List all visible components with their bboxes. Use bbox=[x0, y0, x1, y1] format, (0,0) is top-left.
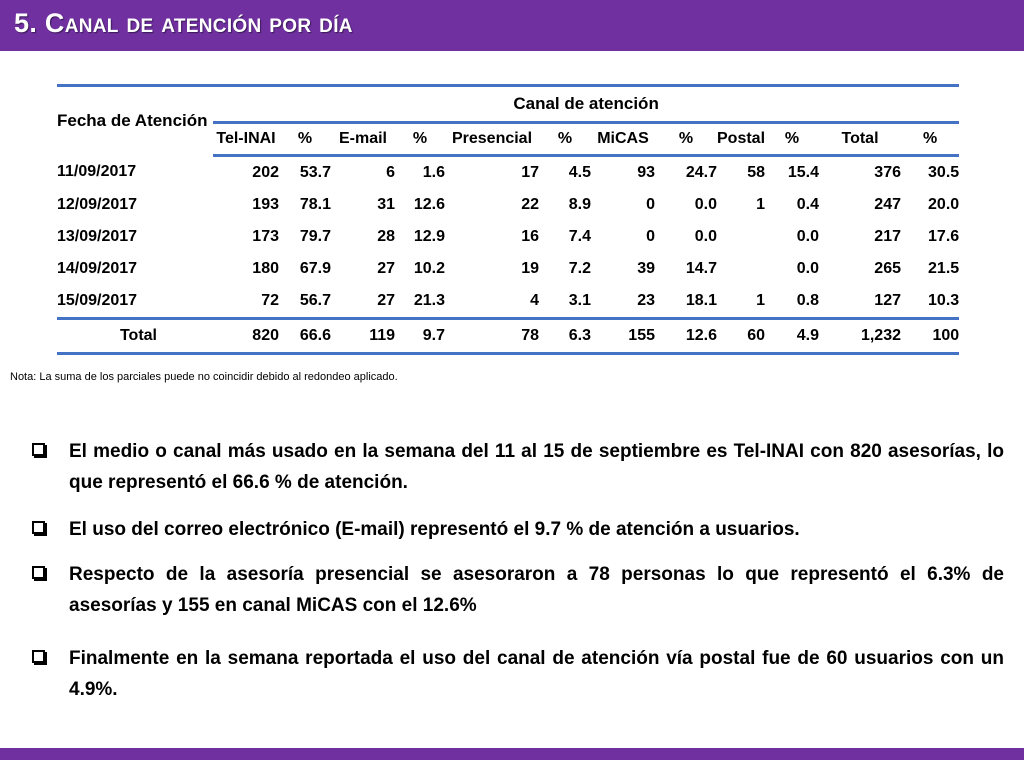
table-cell: 10.3 bbox=[928, 292, 960, 309]
table-cell: 27 bbox=[377, 292, 395, 309]
table-cell: 7.4 bbox=[568, 228, 591, 245]
group-header: Canal de atención bbox=[213, 86, 959, 123]
table-cell: 1 bbox=[756, 196, 765, 213]
bullet-item bbox=[32, 559, 1004, 621]
table-cell: 155 bbox=[591, 319, 655, 354]
table-cell: 12.6 bbox=[655, 319, 717, 354]
table-cell: 4.9 bbox=[765, 319, 819, 354]
table-cell: 119 bbox=[331, 319, 395, 354]
column-header: MiCAS bbox=[591, 123, 655, 156]
header-bar bbox=[0, 0, 1024, 51]
bullet-item bbox=[32, 514, 1004, 545]
table-cell: 16 bbox=[521, 228, 539, 245]
table-cell: 78 bbox=[445, 319, 539, 354]
data-table bbox=[57, 84, 959, 355]
table-cell: 21.5 bbox=[928, 260, 960, 277]
table-cell: 0 bbox=[646, 228, 655, 245]
table-cell: 12.9 bbox=[413, 228, 445, 245]
bullet-item bbox=[32, 436, 1004, 498]
table-cell: 265 bbox=[874, 260, 901, 277]
table-cell: 8.9 bbox=[568, 196, 591, 213]
table-cell: 10.2 bbox=[413, 260, 445, 277]
table-cell: 217 bbox=[874, 228, 901, 245]
table-cell: 22 bbox=[521, 196, 539, 213]
table-cell: 20.0 bbox=[928, 196, 960, 213]
table-cell: 39 bbox=[637, 260, 655, 277]
table-cell: 0 bbox=[646, 196, 655, 213]
checkbox-icon bbox=[32, 443, 45, 456]
table-cell: 23 bbox=[637, 292, 655, 309]
column-header: Presencial bbox=[445, 123, 539, 156]
table-cell: 17 bbox=[521, 164, 539, 181]
table-cell bbox=[717, 253, 765, 285]
data-table-container bbox=[57, 84, 959, 355]
table-cell: 0.0 bbox=[796, 228, 819, 245]
column-header: Postal bbox=[717, 123, 765, 156]
table-cell: 58 bbox=[747, 164, 765, 181]
table-cell: 0.0 bbox=[694, 228, 717, 245]
table-cell: 4.5 bbox=[568, 164, 591, 181]
date-cell: 11/09/2017 bbox=[57, 163, 137, 181]
bullet-text: Finalmente en la semana reportada el uso del canal de atención vía postal fue de 60 usuarios con un 4.9%. bbox=[69, 648, 1004, 700]
table-cell: 78.1 bbox=[299, 196, 331, 213]
table-cell: 1.6 bbox=[422, 164, 445, 181]
table-cell: 100 bbox=[901, 319, 959, 354]
table-cell: 247 bbox=[874, 196, 901, 213]
table-cell: 4 bbox=[530, 292, 539, 309]
table-cell: 173 bbox=[252, 228, 279, 245]
table-cell: 72 bbox=[261, 292, 279, 309]
checkbox-icon bbox=[32, 566, 45, 579]
column-header: E-mail bbox=[331, 123, 395, 156]
column-header: Total bbox=[819, 123, 901, 156]
table-row bbox=[57, 156, 959, 190]
table-cell: 27 bbox=[377, 260, 395, 277]
column-header: Tel-INAI bbox=[213, 123, 279, 156]
date-cell: 12/09/2017 bbox=[57, 196, 138, 213]
table-cell: 202 bbox=[252, 164, 279, 181]
footer-bar bbox=[0, 748, 1024, 760]
table-cell: 93 bbox=[637, 164, 655, 181]
table-body bbox=[57, 156, 959, 354]
table-cell: 0.4 bbox=[796, 196, 819, 213]
table-cell bbox=[717, 221, 765, 253]
column-header: % bbox=[901, 123, 959, 156]
table-cell: 67.9 bbox=[299, 260, 331, 277]
table-cell: 18.1 bbox=[685, 292, 717, 309]
bullet-text: El medio o canal más usado en la semana del 11 al 15 de septiembre es Tel-INAI con 820 asesorías, lo que representó el 66.6 % de atención. bbox=[69, 441, 1004, 493]
table-cell: 376 bbox=[874, 164, 901, 181]
table-cell: 14.7 bbox=[685, 260, 717, 277]
table-cell: 31 bbox=[377, 196, 395, 213]
checkbox-icon bbox=[32, 650, 45, 663]
table-row bbox=[57, 189, 959, 221]
table-cell: 9.7 bbox=[395, 319, 445, 354]
page-title: 5. Canal de atención por día bbox=[14, 8, 353, 38]
table-cell: 53.7 bbox=[299, 164, 331, 181]
table-cell: 24.7 bbox=[685, 164, 717, 181]
bullet-text: Respecto de la asesoría presencial se asesoraron a 78 personas lo que representó el 6.3% de asesorías y 155 en canal MiCAS con el 12.6% bbox=[69, 564, 1004, 616]
table-cell: 7.2 bbox=[568, 260, 591, 277]
table-cell: 180 bbox=[252, 260, 279, 277]
column-header: % bbox=[395, 123, 445, 156]
table-cell: 0.0 bbox=[796, 260, 819, 277]
bullet-item bbox=[32, 643, 1004, 705]
date-cell: 15/09/2017 bbox=[57, 292, 138, 309]
column-header: % bbox=[655, 123, 717, 156]
table-cell: 60 bbox=[717, 319, 765, 354]
date-cell: 13/09/2017 bbox=[57, 228, 138, 245]
table-row bbox=[57, 253, 959, 285]
table-cell: 66.6 bbox=[279, 319, 331, 354]
table-row bbox=[57, 221, 959, 253]
table-cell: 28 bbox=[377, 228, 395, 245]
checkbox-icon bbox=[32, 521, 45, 534]
table-cell: 0.8 bbox=[796, 292, 819, 309]
total-label: Total bbox=[57, 319, 213, 354]
table-cell: 820 bbox=[213, 319, 279, 354]
table-cell: 1 bbox=[756, 292, 765, 309]
table-cell: 12.6 bbox=[413, 196, 445, 213]
table-cell: 6 bbox=[386, 164, 395, 181]
row-header: Fecha de Atención bbox=[57, 86, 213, 156]
table-cell: 15.4 bbox=[787, 164, 819, 181]
table-cell: 21.3 bbox=[413, 292, 445, 309]
bullet-text: El uso del correo electrónico (E-mail) representó el 9.7 % de atención a usuarios. bbox=[69, 519, 800, 540]
table-cell: 56.7 bbox=[299, 292, 331, 309]
table-cell: 6.3 bbox=[539, 319, 591, 354]
column-header: % bbox=[279, 123, 331, 156]
table-cell: 3.1 bbox=[568, 292, 591, 309]
column-header: % bbox=[765, 123, 819, 156]
table-cell: 1,232 bbox=[819, 319, 901, 354]
table-cell: 30.5 bbox=[928, 164, 960, 181]
table-note: Nota: La suma de los parciales puede no coincidir debido al redondeo aplicado. bbox=[10, 371, 398, 383]
date-cell: 14/09/2017 bbox=[57, 260, 138, 277]
table-cell: 17.6 bbox=[928, 228, 960, 245]
table-cell: 193 bbox=[252, 196, 279, 213]
total-row bbox=[57, 319, 959, 354]
table-cell: 127 bbox=[874, 292, 901, 309]
column-header: % bbox=[539, 123, 591, 156]
table-cell: 19 bbox=[521, 260, 539, 277]
table-cell: 79.7 bbox=[299, 228, 331, 245]
table-row bbox=[57, 285, 959, 319]
table-cell: 0.0 bbox=[694, 196, 717, 213]
